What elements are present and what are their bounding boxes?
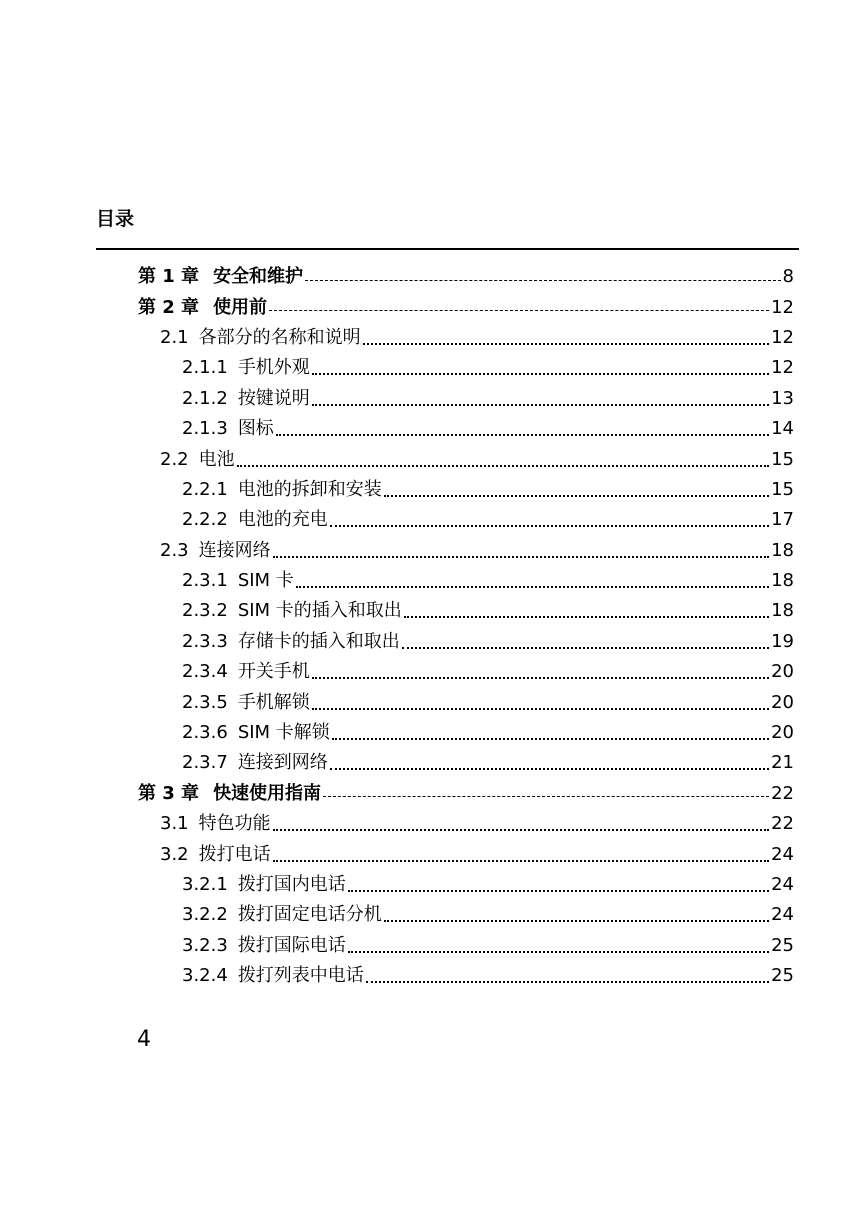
entry-title: 开关手机 [237, 661, 310, 683]
entry-page-number: 22 [771, 813, 794, 835]
entry-page-number: 24 [771, 843, 794, 865]
entry-number: 第 3 章 [138, 782, 200, 804]
entry-page-number: 18 [771, 539, 794, 561]
entry-title: 使用前 [213, 296, 268, 318]
entry-page-number: 18 [771, 570, 794, 592]
entry-title: 电池的拆卸和安装 [237, 478, 382, 500]
entry-title: 按键说明 [237, 387, 310, 409]
entry-number: 3.2.4 [182, 965, 228, 987]
entry-page-number: 25 [771, 934, 794, 956]
dot-leader [273, 829, 769, 831]
entry-number: 2.1 [160, 326, 189, 348]
dot-leader [402, 647, 769, 649]
toc-chapter-entry[interactable] [0, 779, 868, 809]
entry-title: 连接到网络 [237, 752, 328, 774]
heading-rule [96, 248, 799, 250]
entry-title: 安全和维护 [213, 266, 304, 288]
entry-number: 2.1.3 [182, 418, 228, 440]
dot-leader [384, 920, 769, 922]
dot-leader [312, 404, 769, 406]
entry-number: 2.1.1 [182, 357, 228, 379]
toc-heading: 目录 [96, 208, 135, 230]
entry-page-number: 24 [771, 904, 794, 926]
dot-leader [273, 860, 769, 862]
dot-leader [312, 677, 769, 679]
entry-page-number: 17 [771, 509, 794, 531]
toc-section-entry[interactable] [0, 505, 868, 535]
toc-chapter-entry[interactable] [0, 292, 868, 322]
dot-leader [366, 981, 769, 983]
toc-section-entry[interactable] [0, 596, 868, 626]
entry-page-number: 8 [782, 266, 794, 288]
toc-section-entry[interactable] [0, 931, 868, 961]
entry-page-number: 13 [771, 387, 794, 409]
entry-title: 存储卡的插入和取出 [237, 630, 400, 652]
dot-leader [323, 796, 769, 797]
dot-leader [332, 738, 769, 740]
entry-title: 各部分的名称和说明 [198, 326, 361, 348]
entry-page-number: 19 [771, 630, 794, 652]
dot-leader [348, 951, 769, 953]
toc-section-entry[interactable] [0, 657, 868, 687]
dot-leader [404, 616, 769, 618]
toc-section-entry[interactable] [0, 475, 868, 505]
entry-page-number: 15 [771, 448, 794, 470]
entry-number: 3.2.3 [182, 934, 228, 956]
toc-section-entry[interactable] [0, 961, 868, 991]
toc-section-entry[interactable] [0, 627, 868, 657]
entry-number: 2.2.2 [182, 509, 228, 531]
toc-section-entry[interactable] [0, 414, 868, 444]
entry-number: 第 2 章 [138, 296, 200, 318]
entry-number: 3.2 [160, 843, 189, 865]
dot-leader [305, 280, 780, 281]
dot-leader [312, 373, 769, 375]
entry-page-number: 22 [771, 782, 794, 804]
entry-number: 3.1 [160, 813, 189, 835]
entry-number: 3.2.2 [182, 904, 228, 926]
entry-page-number: 14 [771, 418, 794, 440]
entry-number: 2.2 [160, 448, 189, 470]
entry-page-number: 15 [771, 478, 794, 500]
toc-section-entry[interactable] [0, 687, 868, 717]
entry-title: 拨打国内电话 [237, 874, 346, 895]
toc-chapter-entry[interactable] [0, 262, 868, 292]
toc-list [0, 262, 868, 991]
dot-leader [296, 586, 769, 588]
entry-number: 2.3.1 [182, 570, 228, 592]
dot-leader [363, 343, 769, 345]
entry-title: 拨打电话 [198, 843, 271, 865]
entry-page-number: 20 [771, 661, 794, 683]
entry-title: SIM 卡解锁 [237, 722, 330, 744]
dot-leader [330, 768, 769, 770]
toc-section-entry[interactable] [0, 718, 868, 748]
entry-number: 2.3 [160, 539, 189, 561]
dot-leader [237, 465, 769, 467]
entry-page-number: 20 [771, 722, 794, 744]
entry-page-number: 12 [771, 326, 794, 348]
toc-section-entry[interactable] [0, 536, 868, 566]
entry-title: 电池 [198, 448, 235, 470]
entry-page-number: 18 [771, 600, 794, 622]
toc-section-entry[interactable] [0, 900, 868, 930]
entry-page-number: 24 [771, 874, 794, 895]
entry-page-number: 25 [771, 965, 794, 987]
entry-number: 2.3.4 [182, 661, 228, 683]
entry-number: 2.2.1 [182, 478, 228, 500]
entry-number: 2.3.2 [182, 600, 228, 622]
entry-title: 手机外观 [237, 357, 310, 379]
entry-number: 3.2.1 [182, 874, 228, 895]
entry-number: 2.1.2 [182, 387, 228, 409]
dot-leader [348, 890, 769, 892]
entry-page-number: 12 [771, 296, 794, 318]
dot-leader [384, 495, 769, 497]
dot-leader [269, 310, 769, 311]
toc-section-entry[interactable] [0, 839, 868, 869]
entry-title: 连接网络 [198, 539, 271, 561]
entry-number: 第 1 章 [138, 266, 200, 288]
entry-page-number: 21 [771, 752, 794, 774]
entry-title: 拨打列表中电话 [237, 965, 364, 987]
entry-number: 2.3.5 [182, 691, 228, 713]
dot-leader [276, 434, 769, 436]
entry-title: SIM 卡的插入和取出 [237, 600, 402, 622]
entry-title: 手机解锁 [237, 691, 310, 713]
entry-number: 2.3.6 [182, 722, 228, 744]
toc-section-entry[interactable] [0, 809, 868, 839]
dot-leader [312, 708, 769, 710]
entry-title: 拨打固定电话分机 [237, 904, 382, 926]
toc-section-entry[interactable] [0, 323, 868, 353]
toc-section-entry[interactable] [0, 444, 868, 474]
entry-page-number: 20 [771, 691, 794, 713]
entry-title: 图标 [237, 418, 274, 440]
toc-section-entry[interactable] [0, 748, 868, 778]
entry-title: 电池的充电 [237, 509, 328, 531]
dot-leader [330, 525, 769, 527]
entry-number: 2.3.3 [182, 630, 228, 652]
entry-number: 2.3.7 [182, 752, 228, 774]
dot-leader [273, 556, 769, 558]
page-number: 4 [137, 1027, 151, 1052]
entry-title: 拨打国际电话 [237, 934, 346, 956]
entry-page-number: 12 [771, 357, 794, 379]
toc-section-entry[interactable] [0, 566, 868, 596]
toc-section-entry[interactable] [0, 353, 868, 383]
entry-title: 特色功能 [198, 813, 271, 835]
entry-title: 快速使用指南 [213, 782, 322, 804]
toc-section-entry[interactable] [0, 384, 868, 414]
toc-section-entry[interactable] [0, 870, 868, 900]
entry-title: SIM 卡 [237, 570, 294, 592]
